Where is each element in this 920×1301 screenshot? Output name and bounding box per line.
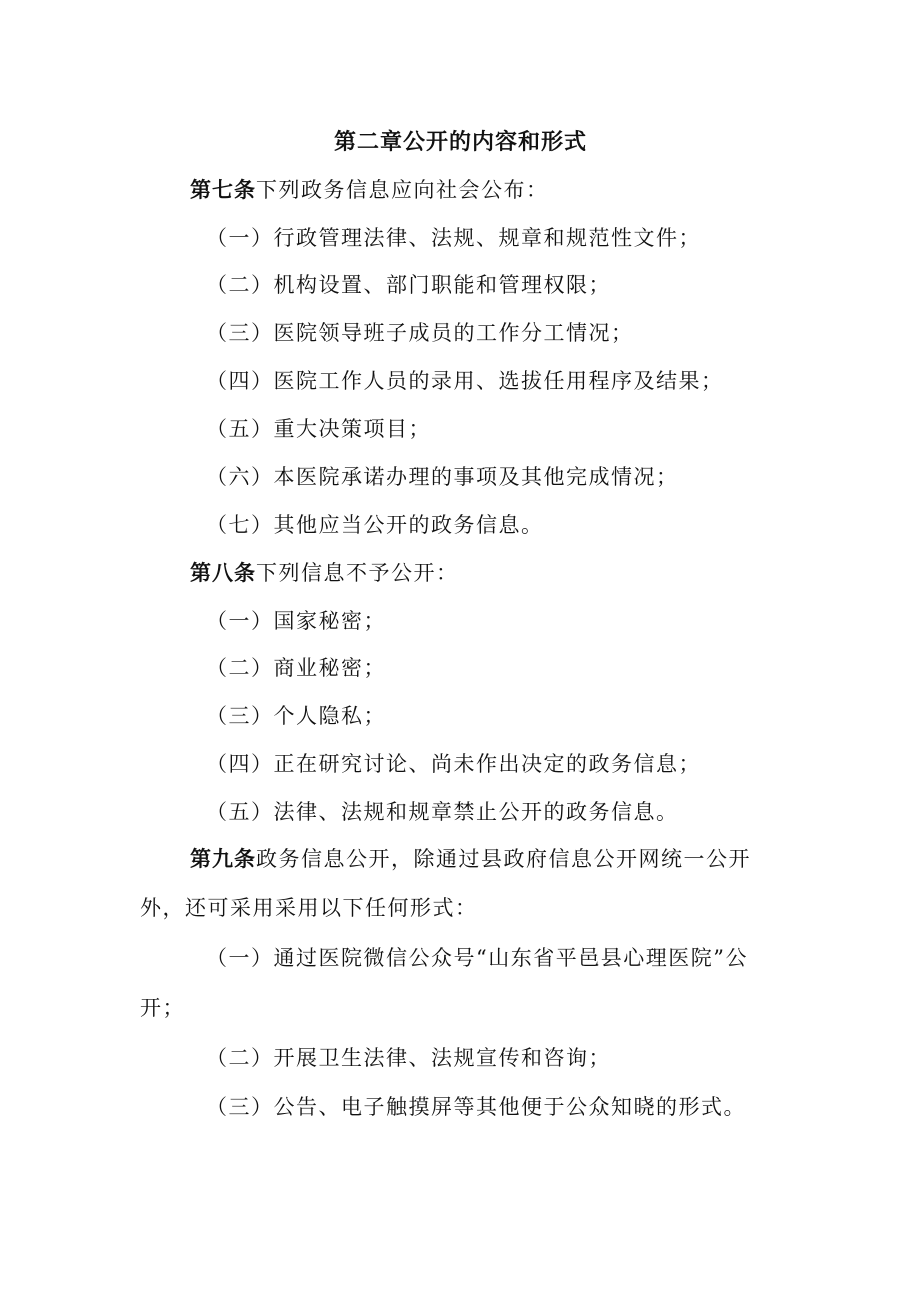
article-9-item3: （三）公告、电子触摸屏等其他便于公众知晓的形式。 <box>206 1095 746 1119</box>
article-9-item1-line1: （一）通过医院微信公众号“山东省平邑县心理医院”公 <box>206 946 748 970</box>
article-8-item: （五）法律、法规和规章禁止公开的政务信息。 <box>206 800 679 824</box>
article-8-item: （一）国家秘密； <box>206 609 386 633</box>
article-8-text: 下列信息不予公开： <box>256 561 459 585</box>
article-9-item2: （二）开展卫生法律、法规宣传和咨询； <box>206 1046 611 1070</box>
article-9-text-line1: 政务信息公开，除通过县政府信息公开网统一公开 <box>256 847 751 871</box>
article-8-item: （四）正在研究讨论、尚未作出决定的政务信息； <box>206 752 701 776</box>
chapter-title: 第二章公开的内容和形式 <box>334 130 588 155</box>
article-8-heading <box>190 557 459 587</box>
article-8-label: 第八条 <box>190 561 256 585</box>
article-7-item: （四）医院工作人员的录用、选拔任用程序及结果； <box>206 369 724 393</box>
article-9-label: 第九条 <box>190 847 256 871</box>
article-8-item: （二）商业秘密； <box>206 656 386 680</box>
article-7-item: （七）其他应当公开的政务信息。 <box>206 513 544 537</box>
article-7-item: （六）本医院承诺办理的事项及其他完成情况； <box>206 465 679 489</box>
article-7-heading <box>190 174 549 204</box>
article-7-item: （二）机构设置、部门职能和管理权限； <box>206 273 611 297</box>
article-9-item1-line2: 开； <box>140 996 185 1020</box>
article-7-item: （五）重大决策项目； <box>206 417 431 441</box>
article-9-heading <box>190 843 751 873</box>
article-7-item: （三）医院领导班子成员的工作分工情况； <box>206 321 634 345</box>
article-8-item: （三）个人隐私； <box>206 704 386 728</box>
article-9-text-line2: 外，还可采用采用以下任何形式： <box>140 896 478 920</box>
article-7-item: （一）行政管理法律、法规、规章和规范性文件； <box>206 226 701 250</box>
article-7-text: 下列政务信息应向社会公布： <box>256 178 549 202</box>
article-7-label: 第七条 <box>190 178 256 202</box>
